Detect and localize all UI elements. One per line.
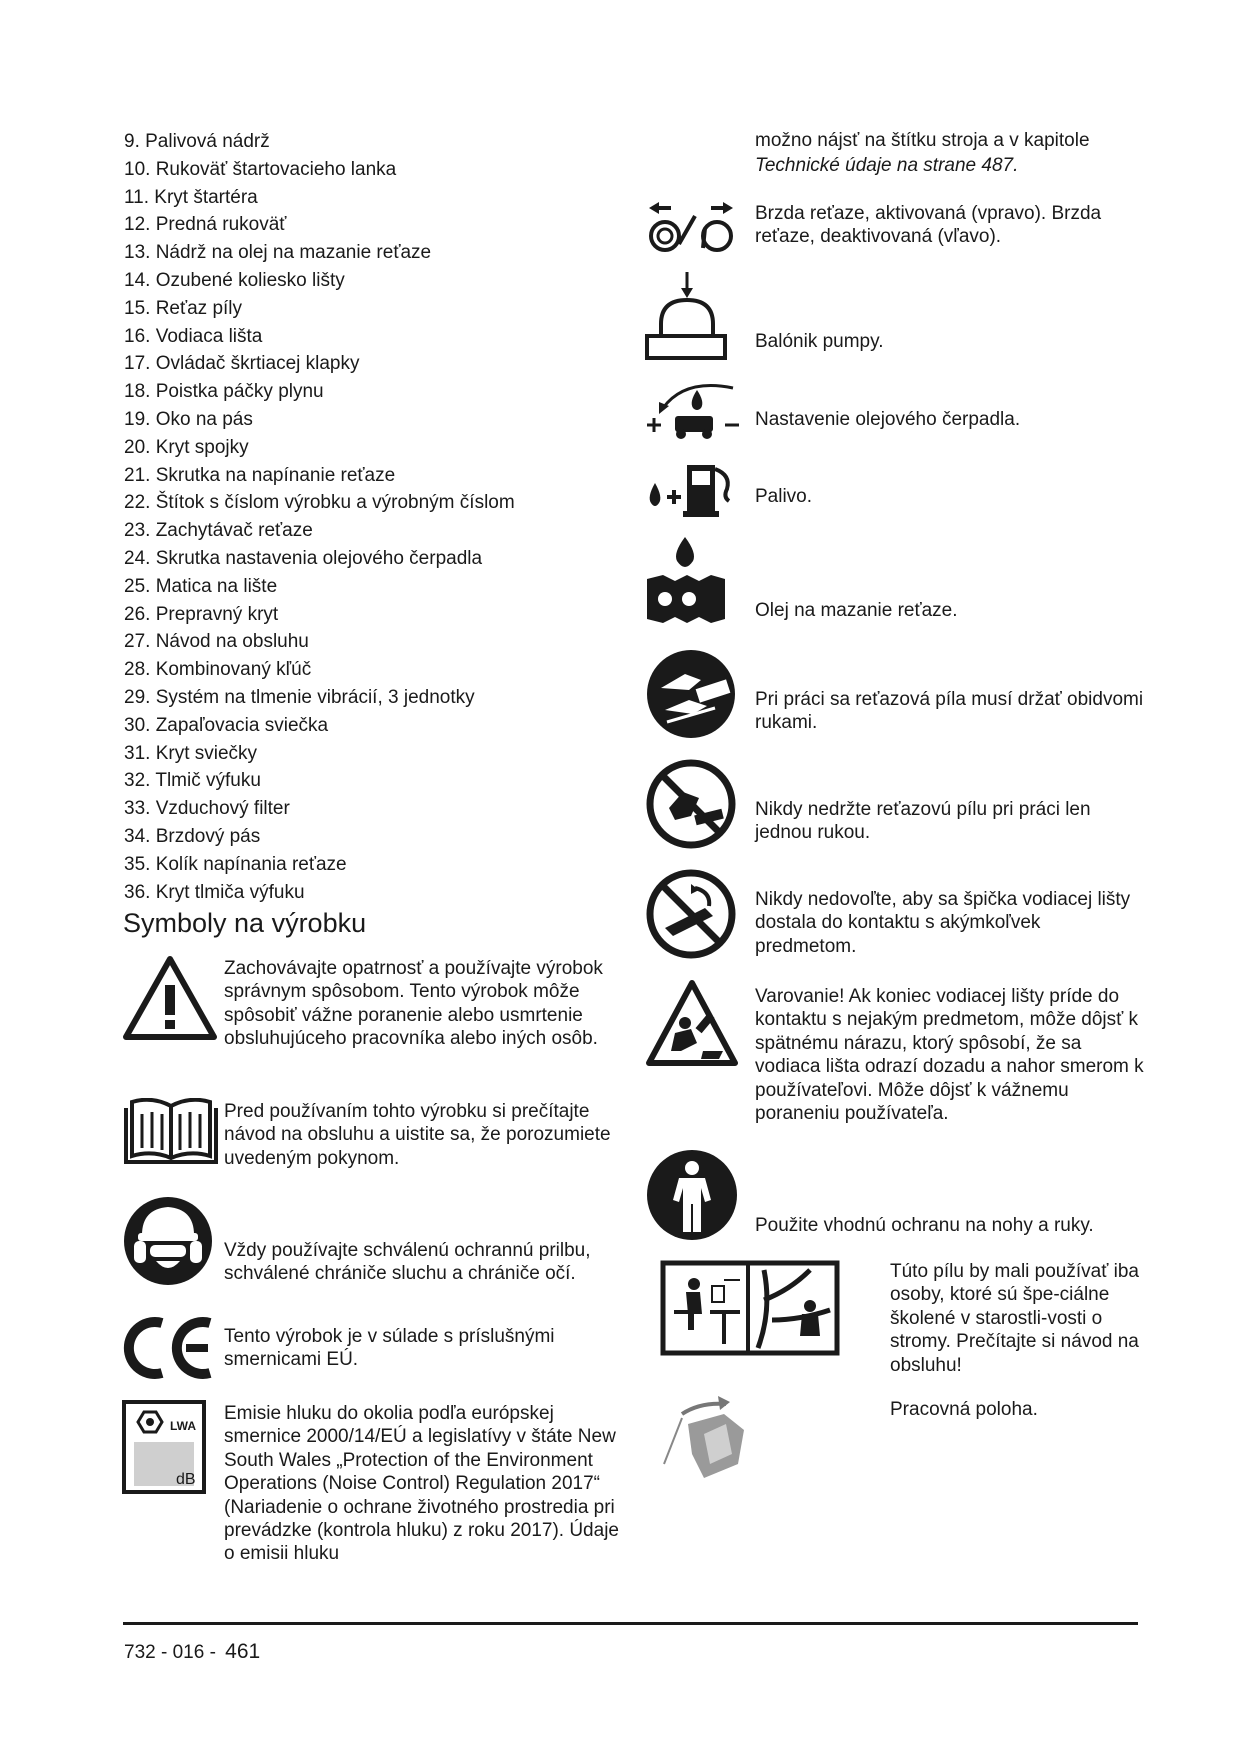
ce-mark-icon xyxy=(122,1315,214,1381)
symbol-text: Emisie hluku do okolia podľa európskej smernice 2000/14/EÚ a legislatívy v štáte New South Wales „Protection of the Environment Operations (Noise Control) Regulation 2017“ (Nariadenie o ochrane životného prostredia pri prevádzke (kontrola hluku) z roku 2017). Údaje o emisii hluku xyxy=(224,1403,619,1565)
manual-book-icon xyxy=(122,1098,220,1168)
symbol-chain-brake xyxy=(645,198,1145,258)
symbol-text: Nastavenie olejového čerpadla. xyxy=(755,409,1021,430)
list-item: 20. Kryt spojky xyxy=(124,436,249,458)
list-item: 28. Kombinovaný kľúč xyxy=(124,659,312,681)
db-label: dB xyxy=(176,1471,196,1488)
list-item: 32. Tlmič výfuku xyxy=(124,770,261,792)
warning-triangle-icon xyxy=(122,955,218,1041)
protective-clothing-icon xyxy=(645,1148,739,1242)
symbol-no-tip-contact xyxy=(645,868,1145,962)
list-item: 31. Kryt sviečky xyxy=(124,742,258,764)
symbol-oil-pump xyxy=(645,378,1145,448)
chain-brake-icon xyxy=(645,198,737,254)
list-item: 25. Matica na lište xyxy=(124,575,278,597)
no-one-hand-icon xyxy=(645,758,737,850)
symbol-text: Tento výrobok je v súlade s príslušnými smernicami EÚ. xyxy=(224,1326,555,1371)
kickback-warning-icon xyxy=(645,979,739,1067)
list-item: 26. Prepravný kryt xyxy=(124,603,279,625)
symbol-text: Pri práci sa reťazová píla musí držať obidvomi rukami. xyxy=(755,689,1144,734)
working-position-icon xyxy=(660,1394,760,1486)
continued-text xyxy=(755,128,1155,178)
page-footer xyxy=(124,1640,260,1665)
list-item: 11. Kryt štartéra xyxy=(124,186,258,208)
list-item: 19. Oko na pás xyxy=(124,408,253,430)
fuel-icon xyxy=(645,455,737,519)
list-item: 35. Kolík napínania reťaze xyxy=(124,853,347,875)
symbol-chain-oil xyxy=(645,535,1145,635)
list-item: 27. Návod na obsluhu xyxy=(124,631,309,653)
symbol-text: Brzda reťaze, aktivovaná (vpravo). Brzda reťaze, deaktivovaná (vľavo). xyxy=(755,203,1102,248)
two-hands-icon xyxy=(645,648,737,740)
symbol-primer xyxy=(645,270,1145,370)
section-title: Symboly na výrobku xyxy=(123,908,367,938)
list-item: 15. Reťaz píly xyxy=(124,297,243,319)
list-item: 14. Ozubené koliesko lišty xyxy=(124,269,345,291)
list-item: 24. Skrutka nastavenia olejového čerpadla xyxy=(124,547,483,569)
list-item: 29. Systém na tlmenie vibrácií, 3 jednotky xyxy=(124,686,475,708)
symbol-text: Nikdy nedovoľte, aby sa špička vodiacej lišty dostala do kontaktu s akýmkoľvek predmetom. xyxy=(755,889,1131,957)
list-item: 21. Skrutka na napínanie reťaze xyxy=(124,464,396,486)
chain-oil-icon xyxy=(645,535,727,627)
symbol-noise xyxy=(122,1400,642,1580)
symbol-kickback xyxy=(645,975,1145,1125)
symbol-tree-care xyxy=(660,1260,1140,1390)
symbol-text: Nikdy nedržte reťazovú pílu pri práci len jednou rukou. xyxy=(755,799,1091,844)
list-item: 33. Vzduchový filter xyxy=(124,798,290,820)
symbol-fuel xyxy=(645,455,1145,525)
symbol-text: Palivo. xyxy=(755,486,813,507)
list-item: 9. Palivová nádrž xyxy=(124,131,270,152)
list-item: 34. Brzdový pás xyxy=(124,825,261,847)
list-item: 13. Nádrž na olej na mazanie reťaze xyxy=(124,242,432,264)
footer-divider xyxy=(123,1622,1138,1625)
list-item: 12. Predná rukoväť xyxy=(124,214,287,236)
symbol-text: Olej na mazanie reťaze. xyxy=(755,600,958,621)
doc-code: 732 - 016 - xyxy=(124,1642,222,1663)
list-item: 18. Poistka páčky plynu xyxy=(124,381,324,403)
list-item: 30. Zapaľovacia sviečka xyxy=(124,714,329,736)
symbol-text: Použite vhodnú ochranu na nohy a ruky. xyxy=(755,1215,1094,1236)
lwa-label: LWA xyxy=(170,1419,196,1433)
no-tip-contact-icon xyxy=(645,868,737,960)
symbol-manual xyxy=(122,1098,642,1178)
symbol-text: Túto pílu by mali používať iba osoby, ktoré sú špe-ciálne školené v starostli-vosti o stromy. Prečítajte si návod na obsluhu! xyxy=(890,1261,1139,1376)
tree-care-training-icon xyxy=(660,1260,840,1356)
symbol-text: Balónik pumpy. xyxy=(755,331,884,352)
symbol-text: Pracovná poloha. xyxy=(890,1399,1038,1420)
helmet-ear-eye-protection-icon xyxy=(122,1195,214,1287)
symbol-text: Varovanie! Ak koniec vodiacej lišty príde do kontaktu s nejakým predmetom, môže dôjsť k spätnému nárazu, ktorý spôsobí, že sa vodiaca lišta odrazí dozadu a nahor smerom k používateľovi. Môže dôjsť k vážnemu poraneniu používateľa. xyxy=(755,986,1144,1125)
page-number: 461 xyxy=(225,1640,261,1663)
parts-list xyxy=(124,128,644,906)
list-item: 36. Kryt tlmiča výfuku xyxy=(124,881,305,903)
symbol-ce xyxy=(122,1315,642,1385)
symbol-working-position xyxy=(660,1394,1140,1494)
symbol-text: Vždy používajte schválenú ochrannú prilbu, schválené chrániče sluchu a chrániče očí. xyxy=(224,1240,591,1285)
list-item: 10. Rukoväť štartovacieho lanka xyxy=(124,158,397,180)
symbol-two-hands xyxy=(645,648,1145,742)
technical-data-reference: Technické údaje na strane 487. xyxy=(755,155,1019,176)
list-item: 17. Ovládač škrtiacej klapky xyxy=(124,353,360,375)
symbol-text: Pred používaním tohto výrobku si prečítajte návod na obsluhu a uistite sa, že porozumiete uvedeným pokynom. xyxy=(224,1101,611,1169)
primer-bulb-icon xyxy=(645,270,727,362)
list-item: 22. Štítok s číslom výrobku a výrobným číslom xyxy=(124,492,515,514)
symbol-warning xyxy=(122,955,642,1075)
symbol-protection xyxy=(122,1195,642,1295)
list-item: 23. Zachytávač reťaze xyxy=(124,520,313,542)
symbol-text: Zachovávajte opatrnosť a používajte výrobok správnym spôsobom. Tento výrobok môže spôsobiť vážne poranenie alebo usmrtenie obsluhujúceho pracovníka alebo iných osôb. xyxy=(224,958,603,1050)
list-item: 16. Vodiaca lišta xyxy=(124,325,263,347)
noise-emission-icon xyxy=(122,1400,206,1494)
oil-pump-adjust-icon xyxy=(645,378,745,442)
symbol-protective-clothing xyxy=(645,1148,1145,1248)
continued-line: možno nájsť na štítku stroja a v kapitole xyxy=(755,130,1090,151)
symbol-no-one-hand xyxy=(645,758,1145,852)
